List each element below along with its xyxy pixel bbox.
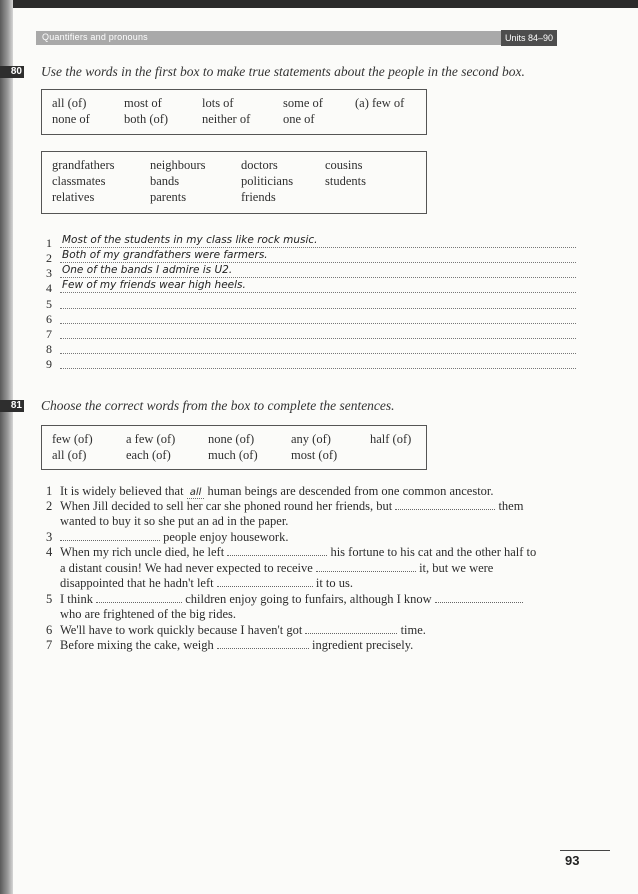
word: doctors <box>241 158 278 172</box>
blank[interactable] <box>316 562 416 572</box>
answer-line-5[interactable]: 5 <box>46 297 576 311</box>
word: grandfathers <box>52 158 115 172</box>
word: half (of) <box>370 432 412 446</box>
word: classmates <box>52 174 106 188</box>
answer-line-2: 2 Both of my grandfathers were farmers. <box>46 251 576 265</box>
section-title: Quantifiers and pronouns <box>42 32 148 42</box>
page-number: 93 <box>565 853 580 868</box>
word: each (of) <box>126 448 171 462</box>
word: much (of) <box>208 448 258 462</box>
handwritten-answer: One of the bands I admire is U2. <box>62 264 233 276</box>
word: none of <box>52 112 90 126</box>
word: friends <box>241 190 276 204</box>
word: cousins <box>325 158 363 172</box>
word: all (of) <box>52 96 87 110</box>
handwritten-answer: Few of my friends wear high heels. <box>62 279 246 291</box>
word: one of <box>283 112 315 126</box>
answer-line-1: 1 Most of the students in my class like rock music. <box>46 236 576 250</box>
answer-line-9[interactable]: 9 <box>46 357 576 371</box>
exercise-81-instruction: Choose the correct words from the box to complete the sentences. <box>41 398 395 413</box>
filled-blank: all <box>187 487 205 499</box>
word: both (of) <box>124 112 169 126</box>
word-box-people <box>41 151 427 214</box>
word: none (of) <box>208 432 255 446</box>
word-box-81 <box>41 425 427 470</box>
word: (a) few of <box>355 96 405 110</box>
exercise-80-instruction: Use the words in the first box to make true statements about the people in the second box. <box>41 64 525 79</box>
word: students <box>325 174 366 188</box>
word: some of <box>283 96 323 110</box>
answer-line-6[interactable]: 6 <box>46 312 576 326</box>
top-edge <box>0 0 638 8</box>
exercise-80-number: 80 <box>0 66 24 78</box>
blank[interactable] <box>395 500 495 510</box>
blank[interactable] <box>60 531 160 541</box>
answer-line-7[interactable]: 7 <box>46 327 576 341</box>
blank[interactable] <box>217 577 313 587</box>
word: lots of <box>202 96 234 110</box>
word: any (of) <box>291 432 331 446</box>
word: all (of) <box>52 448 87 462</box>
blank[interactable] <box>217 639 309 649</box>
word: parents <box>150 190 187 204</box>
page-header <box>36 31 557 45</box>
word: neighbours <box>150 158 206 172</box>
blank[interactable] <box>227 546 327 556</box>
handwritten-answer: Most of the students in my class like rock music. <box>62 234 318 246</box>
blank[interactable] <box>305 624 397 634</box>
word: politicians <box>241 174 294 188</box>
units-label: Units 84–90 <box>501 30 557 46</box>
word: a few (of) <box>126 432 176 446</box>
word: most of <box>124 96 162 110</box>
word: neither of <box>202 112 251 126</box>
answer-line-4: 4 Few of my friends wear high heels. <box>46 281 576 295</box>
answer-line-3: 3 One of the bands I admire is U2. <box>46 266 576 280</box>
word: few (of) <box>52 432 93 446</box>
answer-line-8[interactable]: 8 <box>46 342 576 356</box>
handwritten-answer: Both of my grandfathers were farmers. <box>62 249 268 261</box>
page-number-rule <box>560 850 610 851</box>
exercise-81-number: 81 <box>0 400 24 412</box>
blank[interactable] <box>435 593 523 603</box>
word: most (of) <box>291 448 338 462</box>
blank[interactable] <box>96 593 182 603</box>
word: bands <box>150 174 180 188</box>
word-box-quantifiers <box>41 89 427 135</box>
word: relatives <box>52 190 95 204</box>
binding-edge <box>0 0 13 894</box>
